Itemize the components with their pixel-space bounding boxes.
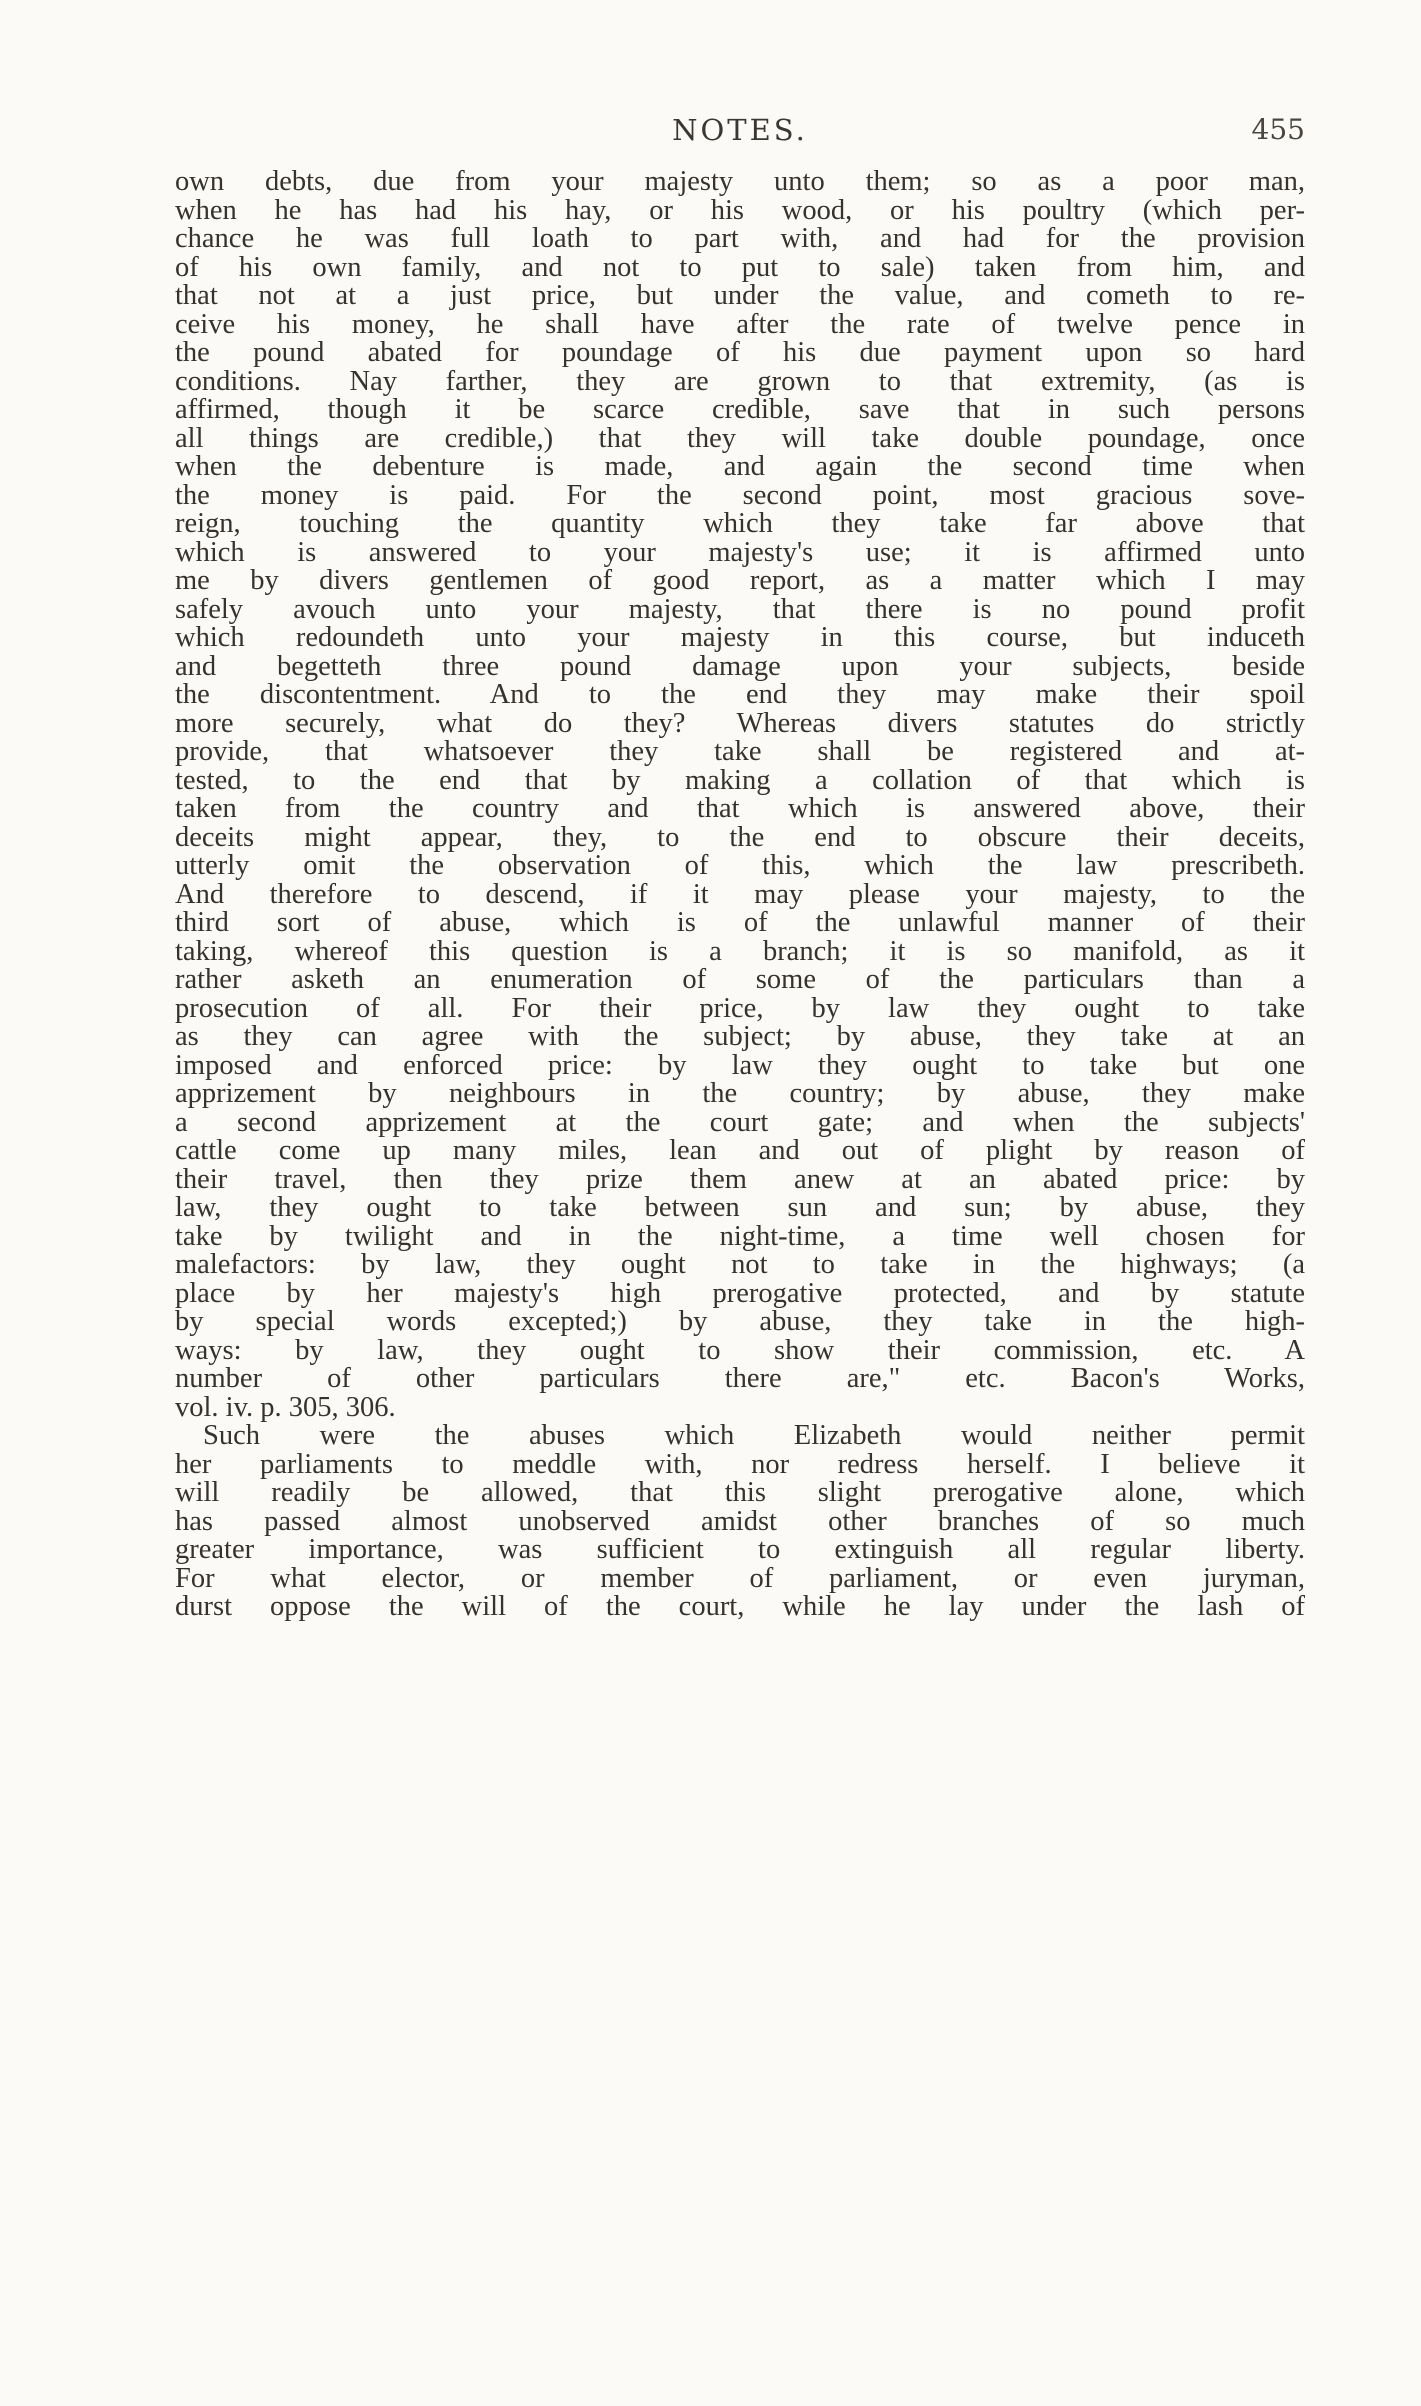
text-line: cattle come up many miles, lean and out of plight by reason of [175,1137,1305,1166]
text-line: by special words excepted;) by abuse, they take in the high- [175,1308,1305,1337]
text-line: when the debenture is made, and again the second time when [175,453,1305,482]
text-line: the discontentment. And to the end they may make their spoil [175,681,1305,710]
text-line: own debts, due from your majesty unto them; so as a poor man, [175,168,1305,197]
running-header [175,110,1305,150]
text-line: her parliaments to meddle with, nor redress herself. I believe it [175,1450,1305,1479]
text-line: ceive his money, he shall have after the rate of twelve pence in [175,310,1305,339]
text-line: will readily be allowed, that this slight prerogative alone, which [175,1479,1305,1508]
text-line: vol. iv. p. 305, 306. [175,1393,396,1422]
notes-body-text [175,168,1305,1622]
text-line: And therefore to descend, if it may please your majesty, to the [175,880,1305,909]
text-line: affirmed, though it be scarce credible, save that in such persons [175,396,1305,425]
text-line: has passed almost unobserved amidst other branches of so much [175,1507,1305,1536]
text-line: deceits might appear, they, to the end to obscure their deceits, [175,823,1305,852]
text-line: provide, that whatsoever they take shall be registered and at- [175,738,1305,767]
text-line: greater importance, was sufficient to extinguish all regular liberty. [175,1536,1305,1565]
text-line: For what elector, or member of parliament, or even juryman, [175,1564,1305,1593]
text-line: place by her majesty's high prerogative protected, and by statute [175,1279,1305,1308]
text-line: as they can agree with the subject; by abuse, they take at an [175,1023,1305,1052]
text-line: number of other particulars there are," etc. Bacon's Works, [175,1365,1305,1394]
text-line: apprizement by neighbours in the country; by abuse, they make [175,1080,1305,1109]
text-line: of his own family, and not to put to sale) taken from him, and [175,253,1305,282]
text-line: and begetteth three pound damage upon your subjects, beside [175,652,1305,681]
text-line: imposed and enforced price: by law they ought to take but one [175,1051,1305,1080]
text-line: which is answered to your majesty's use; it is affirmed unto [175,538,1305,567]
text-line: prosecution of all. For their price, by law they ought to take [175,994,1305,1023]
text-line: reign, touching the quantity which they take far above that [175,510,1305,539]
text-line: tested, to the end that by making a collation of that which is [175,766,1305,795]
text-line: the pound abated for poundage of his due payment upon so hard [175,339,1305,368]
text-line: taken from the country and that which is answered above, their [175,795,1305,824]
text-line: all things are credible,) that they will take double poundage, once [175,424,1305,453]
text-line: the money is paid. For the second point, most gracious sove- [175,481,1305,510]
text-line: utterly omit the observation of this, which the law prescribeth. [175,852,1305,881]
text-line: law, they ought to take between sun and sun; by abuse, they [175,1194,1305,1223]
running-title: NOTES. [672,113,808,147]
text-line: that not at a just price, but under the value, and cometh to re- [175,282,1305,311]
text-line: rather asketh an enumeration of some of the particulars than a [175,966,1305,995]
text-line: Such were the abuses which Elizabeth would neither permit [203,1422,1305,1451]
text-line: more securely, what do they? Whereas divers statutes do strictly [175,709,1305,738]
text-line: which redoundeth unto your majesty in this course, but induceth [175,624,1305,653]
text-line: me by divers gentlemen of good report, as a matter which I may [175,567,1305,596]
text-line: taking, whereof this question is a branch; it is so manifold, as it [175,937,1305,966]
text-line: safely avouch unto your majesty, that there is no pound profit [175,595,1305,624]
text-line: their travel, then they prize them anew at an abated price: by [175,1165,1305,1194]
text-line: chance he was full loath to part with, and had for the provision [175,225,1305,254]
text-line: conditions. Nay farther, they are grown to that extremity, (as is [175,367,1305,396]
text-line: durst oppose the will of the court, while he lay under the lash of [175,1593,1305,1622]
text-line: ways: by law, they ought to show their commission, etc. A [175,1336,1305,1365]
page-number: 455 [1251,113,1305,146]
text-line: third sort of abuse, which is of the unlawful manner of their [175,909,1305,938]
text-line: take by twilight and in the night-time, a time well chosen for [175,1222,1305,1251]
text-line: malefactors: by law, they ought not to take in the highways; (a [175,1251,1305,1280]
text-line: when he has had his hay, or his wood, or his poultry (which per- [175,196,1305,225]
text-line: a second apprizement at the court gate; and when the subjects' [175,1108,1305,1137]
